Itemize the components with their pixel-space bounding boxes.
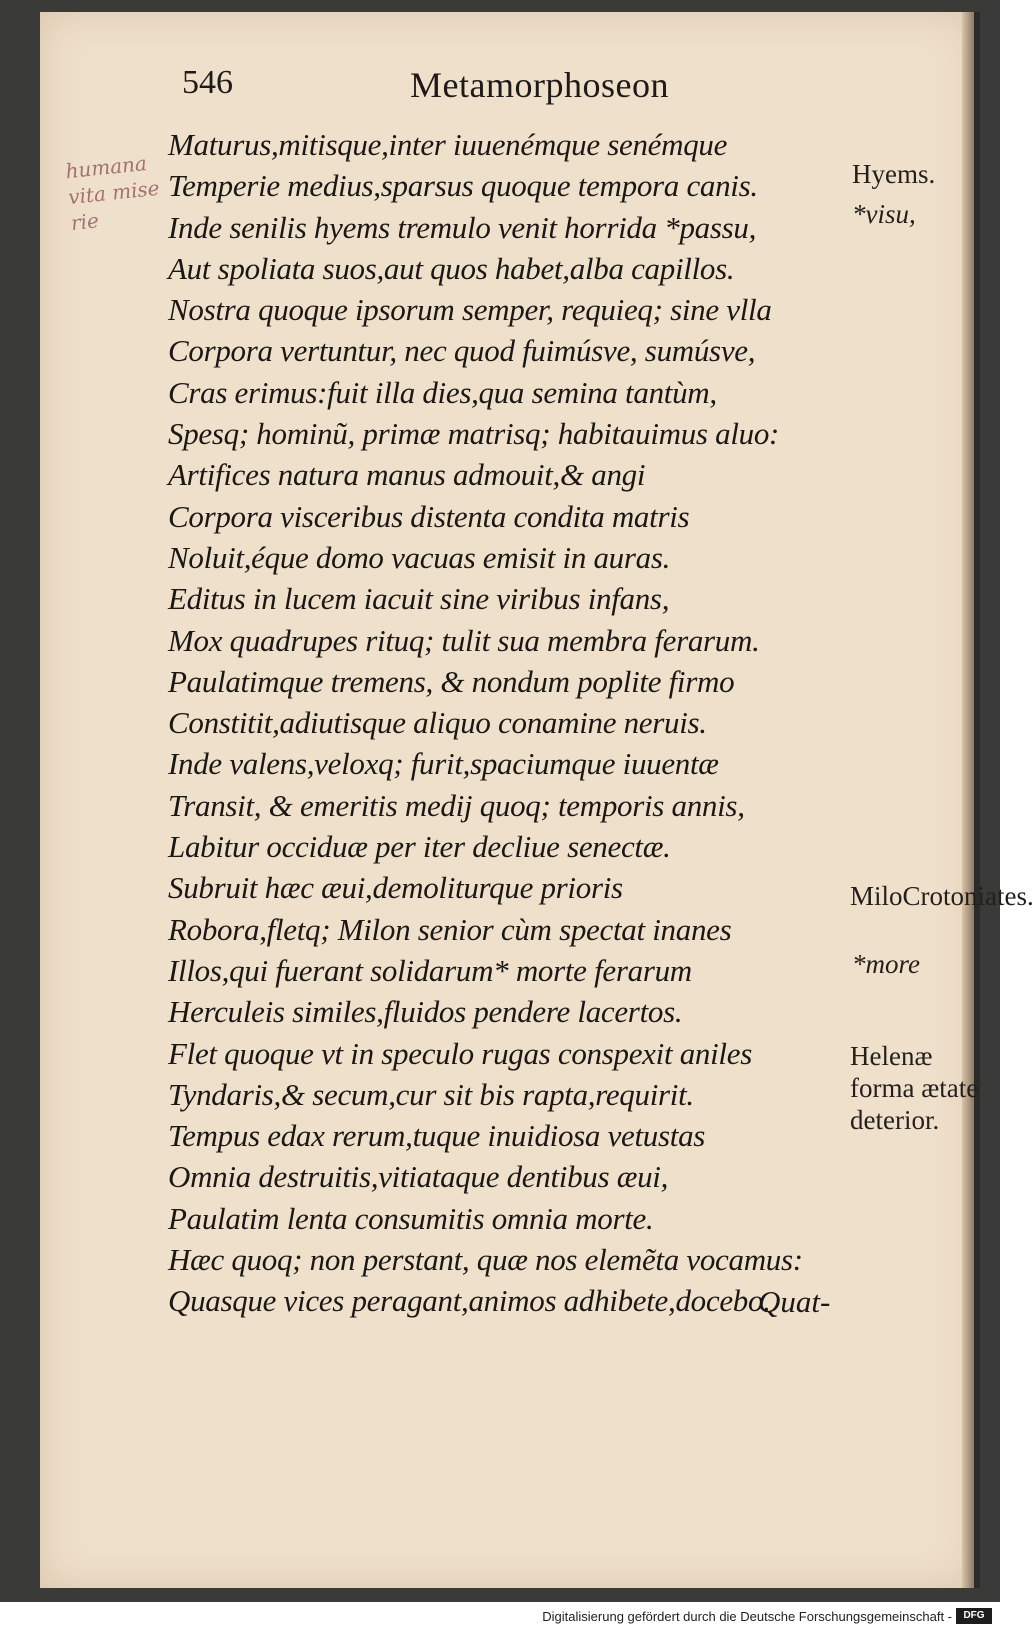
verse-line: Nostra quoque ipsorum semper, requieq; sine vlla [168,292,772,328]
page-edge [962,12,974,1588]
catchword: Quat- [758,1284,831,1319]
margin-note-visu: *visu, [852,199,916,229]
funding-credit: Digitalisierung gefördert durch die Deutsche Forschungsgemeinschaft - [542,1609,952,1624]
verse-line: Maturus,mitisque,inter iuuenémque senémque [168,127,728,162]
verse-line: Cras erimus:fuit illa dies,qua semina tantùm, [168,374,717,410]
margin-note-helena: Helenæ forma ætate deterior. [850,1041,979,1135]
verse-line: Noluit,éque domo vacuas emisit in auras. [168,539,671,575]
margin-note-more: *more [852,949,920,979]
page-header [40,64,974,114]
verse-line: Inde senilis hyems tremulo venit horrida *passu, [168,209,757,245]
verse-line: Flet quoque vt in speculo rugas conspexit aniles [168,1035,752,1071]
verse-line: Transit, & emeritis medij quoq; temporis annis, [168,787,745,823]
verse-line: Paulatimque tremens, & nondum poplite firmo [168,663,735,699]
verse-line: Artifices natura manus admouit,& angi [168,457,646,493]
dfg-logo: DFG [956,1608,992,1624]
page-number: 546 [182,64,233,101]
book-page [40,12,1034,1588]
verse-line: Spesq; hominũ, primæ matrisq; habitauimus aluo: [168,416,780,452]
verse-line: Corpora visceribus distenta condita matris [168,498,690,534]
verse-line: Corpora vertuntur, nec quod fuimúsve, sumúsve, [168,333,756,369]
verse-line: Paulatim lenta consumitis omnia morte. [168,1200,654,1236]
handwritten-note: humana vita mise rie [64,150,161,236]
margin-note-hyems: Hyems. [852,159,936,189]
footer-bar [0,1602,1000,1632]
verse-line: Aut spoliata suos,aut quos habet,alba capillos. [168,250,735,286]
verse-line: Omnia destruitis,vitiataque dentibus æui, [168,1159,669,1195]
verse-line: Constitit,adiutisque aliquo conamine neruis. [168,705,707,741]
verse-line: Inde valens,veloxq; furit,spaciumque iuuentæ [168,746,719,782]
verse-line: Mox quadrupes rituq; tulit sua membra ferarum. [168,622,760,658]
margin-note-milo: MiloCrotoniates. [850,881,1034,911]
running-title: Metamorphoseon [410,65,669,105]
verse-line: Robora,fletq; Milon senior cùm spectat inanes [168,911,732,947]
verse-text [168,124,868,1322]
verse-line: Subruit hæc æui,demoliturque prioris [168,870,623,906]
verse-line: Herculeis similes,fluidos pendere lacertos. [168,994,683,1030]
verse-line: Temperie medius,sparsus quoque tempora canis. [168,168,758,204]
verse-line: Labitur occiduæ per iter decliue senectæ. [168,829,671,865]
verse-line: Quasque vices peragant,animos adhibete,docebo. [168,1283,771,1319]
verse-line: Hæc quoq; non perstant, quæ nos elemẽta vocamus: [168,1242,803,1278]
verse-line: Tempus edax rerum,tuque inuidiosa vetustas [168,1118,706,1154]
verse-line: Tyndaris,& secum,cur sit bis rapta,requirit. [168,1076,694,1112]
verse-line: Illos,qui fuerant solidarum* morte ferarum [168,952,692,988]
verse-line: Editus in lucem iacuit sine viribus infans, [168,581,670,617]
